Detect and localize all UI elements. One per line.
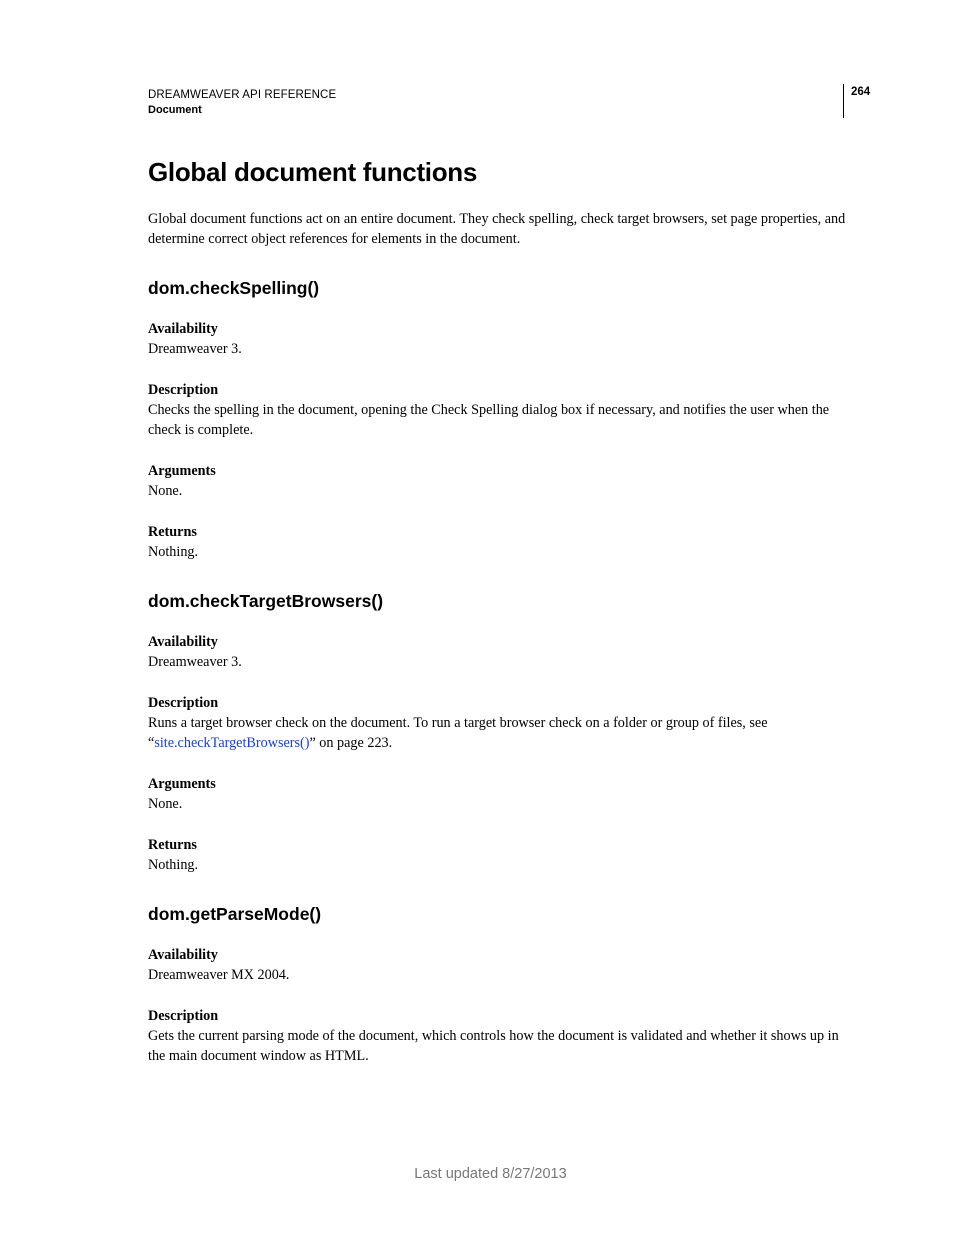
availability-text: Dreamweaver 3.: [148, 654, 242, 670]
availability-text: Dreamweaver MX 2004.: [148, 967, 290, 983]
description-label: Description: [148, 382, 219, 398]
book-title: DREAMWEAVER API REFERENCE: [148, 89, 337, 101]
page-number: 264: [851, 86, 871, 98]
description-text-start: Runs a target browser check on the document. To run a target browser check on a folder or group of files, see “: [148, 715, 768, 751]
availability-label: Availability: [148, 634, 218, 650]
description-text: Gets the current parsing mode of the document, which controls how the document is validated and whether it shows up in the main document window as HTML.: [148, 1028, 839, 1064]
description-label: Description: [148, 1008, 219, 1024]
page-footer: [0, 1166, 954, 1182]
returns-text: Nothing.: [148, 544, 199, 560]
chapter-name: Document: [148, 104, 202, 116]
section-heading: dom.checkSpelling(): [148, 278, 320, 298]
returns-text: Nothing.: [148, 857, 199, 873]
section-check-spelling: [148, 276, 848, 562]
page-title: Global document functions: [148, 157, 478, 187]
availability-label: Availability: [148, 947, 218, 963]
site-check-target-browsers-link[interactable]: site.checkTargetBrowsers(): [154, 735, 310, 751]
arguments-label: Arguments: [148, 776, 216, 792]
arguments-text: None.: [148, 483, 183, 499]
description-text-end: ” on page 223.: [309, 735, 393, 751]
section-check-target-browsers: [148, 589, 848, 875]
description-label: Description: [148, 695, 219, 711]
header-divider: [843, 84, 844, 118]
page-content: [148, 150, 848, 1066]
arguments-label: Arguments: [148, 463, 216, 479]
returns-label: Returns: [148, 524, 197, 540]
section-heading: dom.getParseMode(): [148, 904, 322, 924]
section-get-parse-mode: [148, 902, 848, 1066]
arguments-text: None.: [148, 796, 183, 812]
availability-label: Availability: [148, 321, 218, 337]
description-text: [148, 713, 848, 753]
intro-paragraph: Global document functions act on an entire document. They check spelling, check target browsers, set page properties, and determine correct object references for elements in the document.: [148, 211, 846, 247]
description-text: Checks the spelling in the document, opening the Check Spelling dialog box if necessary, and notifies the user when the check is complete.: [148, 402, 830, 438]
returns-label: Returns: [148, 837, 197, 853]
running-header: [148, 88, 336, 118]
availability-text: Dreamweaver 3.: [148, 341, 242, 357]
last-updated: Last updated 8/27/2013: [414, 1166, 567, 1182]
section-heading: dom.checkTargetBrowsers(): [148, 591, 384, 611]
